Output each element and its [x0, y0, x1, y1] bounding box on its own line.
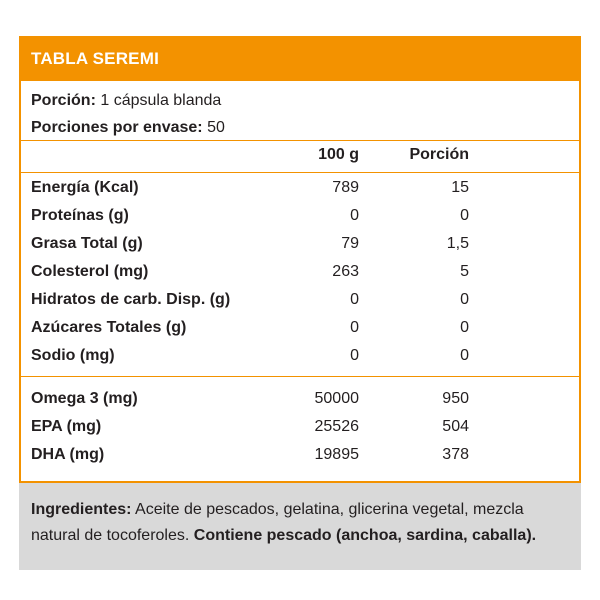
- value-portion: 5: [460, 263, 469, 280]
- value-portion: 0: [460, 319, 469, 336]
- value-100g: 0: [350, 207, 359, 224]
- divider: [19, 172, 581, 173]
- nutrient-name: EPA (mg): [31, 418, 102, 435]
- nutrient-name: Sodio (mg): [31, 347, 115, 364]
- table-row: [19, 286, 581, 314]
- divider: [19, 140, 581, 141]
- value-100g: 19895: [314, 446, 359, 463]
- value-100g: 0: [350, 319, 359, 336]
- table-title: TABLA SEREMI: [19, 36, 581, 81]
- value-portion: 0: [460, 207, 469, 224]
- value-portion: 0: [460, 291, 469, 308]
- nutrient-name: Hidratos de carb. Disp. (g): [31, 291, 231, 308]
- value-100g: 263: [332, 263, 359, 280]
- portion-value: 1 cápsula blanda: [100, 92, 222, 109]
- value-100g: 0: [350, 291, 359, 308]
- table-row: [19, 441, 581, 469]
- table-row: [19, 230, 581, 258]
- servings-per-container-line: [31, 114, 225, 141]
- column-header-portion: Porción: [409, 146, 469, 163]
- value-portion: 15: [451, 179, 469, 196]
- value-portion: 504: [442, 418, 469, 435]
- nutrient-name: Omega 3 (mg): [31, 390, 138, 407]
- value-portion: 378: [442, 446, 469, 463]
- value-100g: 25526: [314, 418, 359, 435]
- table-row: [19, 258, 581, 286]
- portion-line: [31, 87, 225, 114]
- allergen-statement: Contiene pescado (anchoa, sardina, caballa).: [193, 527, 537, 544]
- table-row: [19, 413, 581, 441]
- value-100g: 79: [341, 235, 359, 252]
- table-row: [19, 385, 581, 413]
- value-portion: 0: [460, 347, 469, 364]
- value-portion: 950: [442, 390, 469, 407]
- servings-per-container-value: 50: [207, 119, 225, 136]
- nutrient-name: Colesterol (mg): [31, 263, 149, 280]
- value-100g: 0: [350, 347, 359, 364]
- value-portion: 1,5: [446, 235, 469, 252]
- divider: [19, 376, 581, 377]
- table-row: [19, 314, 581, 342]
- nutrient-name: Grasa Total (g): [31, 235, 143, 252]
- ingredients-label: Ingredientes:: [31, 501, 132, 518]
- table-row: [19, 202, 581, 230]
- nutrient-name: Proteínas (g): [31, 207, 129, 224]
- table-row: [19, 174, 581, 202]
- table-row: [19, 342, 581, 370]
- nutrient-name: DHA (mg): [31, 446, 105, 463]
- portion-label: Porción:: [31, 92, 96, 109]
- ingredients-text: Aceite de pescados, gelatina, glicerina vegetal, mezcla natural de tocoferoles.: [31, 501, 524, 544]
- servings-per-container-label: Porciones por envase:: [31, 119, 203, 136]
- column-header-100g: 100 g: [318, 146, 359, 163]
- value-100g: 50000: [314, 390, 359, 407]
- ingredients-section: [19, 483, 581, 570]
- nutrition-table: [19, 36, 581, 570]
- value-100g: 789: [332, 179, 359, 196]
- nutrient-name: Energía (Kcal): [31, 179, 139, 196]
- nutrient-name: Azúcares Totales (g): [31, 319, 187, 336]
- serving-info: [31, 87, 225, 141]
